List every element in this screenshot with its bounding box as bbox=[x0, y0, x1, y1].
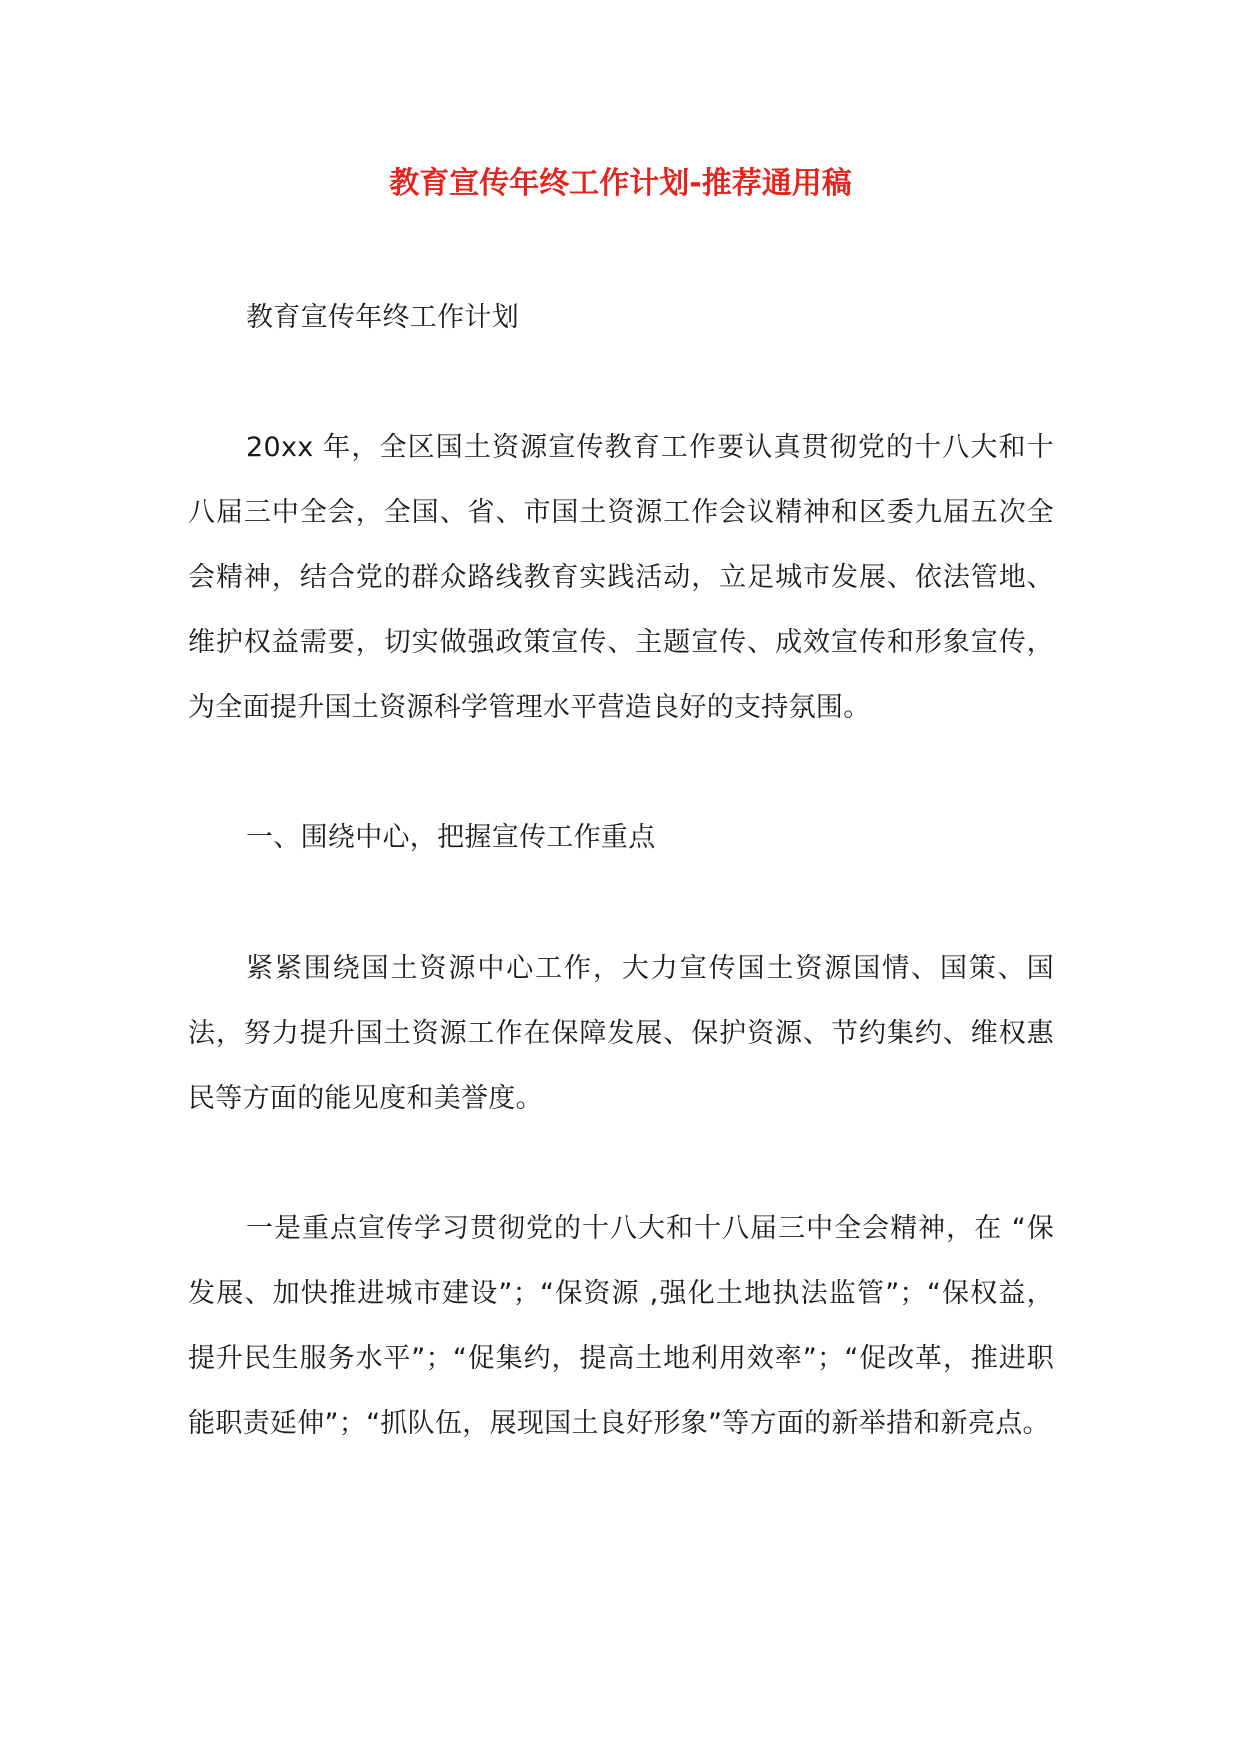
document-subtitle: 教育宣传年终工作计划 bbox=[246, 302, 519, 333]
focus-paragraph: 紧紧围绕国土资源中心工作，大力宣传国土资源国情、国策、国法，努力提升国土资源工作在保障发展、保护资源、节约集约、维权惠民等方面的能见度和美誉度。 bbox=[188, 953, 1054, 1114]
section-heading-1: 一、围绕中心，把握宣传工作重点 bbox=[246, 822, 656, 853]
document-title: 教育宣传年终工作计划-推荐通用稿 bbox=[389, 166, 852, 201]
intro-paragraph: 20xx 年，全区国土资源宣传教育工作要认真贯彻党的十八大和十八届三中全会，全国、省、市国土资源工作会议精神和区委九届五次全会精神，结合党的群众路线教育实践活动，立足城市发展、依法管地、维护权益需要，切实做强政策宣传、主题宣传、成效宣传和形象宣传，为全面提升国土资源科学管理水平营造良好的支持氛围。 bbox=[188, 432, 1054, 723]
item-1-paragraph: 一是重点宣传学习贯彻党的十八大和十八届三中全会精神，在 “保发展、加快推进城市建设”；“保资源 ,强化土地执法监管”；“保权益，提升民生服务水平”；“促集约，提高土地利用效率”；“促改革，推进职能职责延伸”；“抓队伍，展现国土良好形象”等方面的新举措和新亮点。 bbox=[188, 1213, 1054, 1439]
